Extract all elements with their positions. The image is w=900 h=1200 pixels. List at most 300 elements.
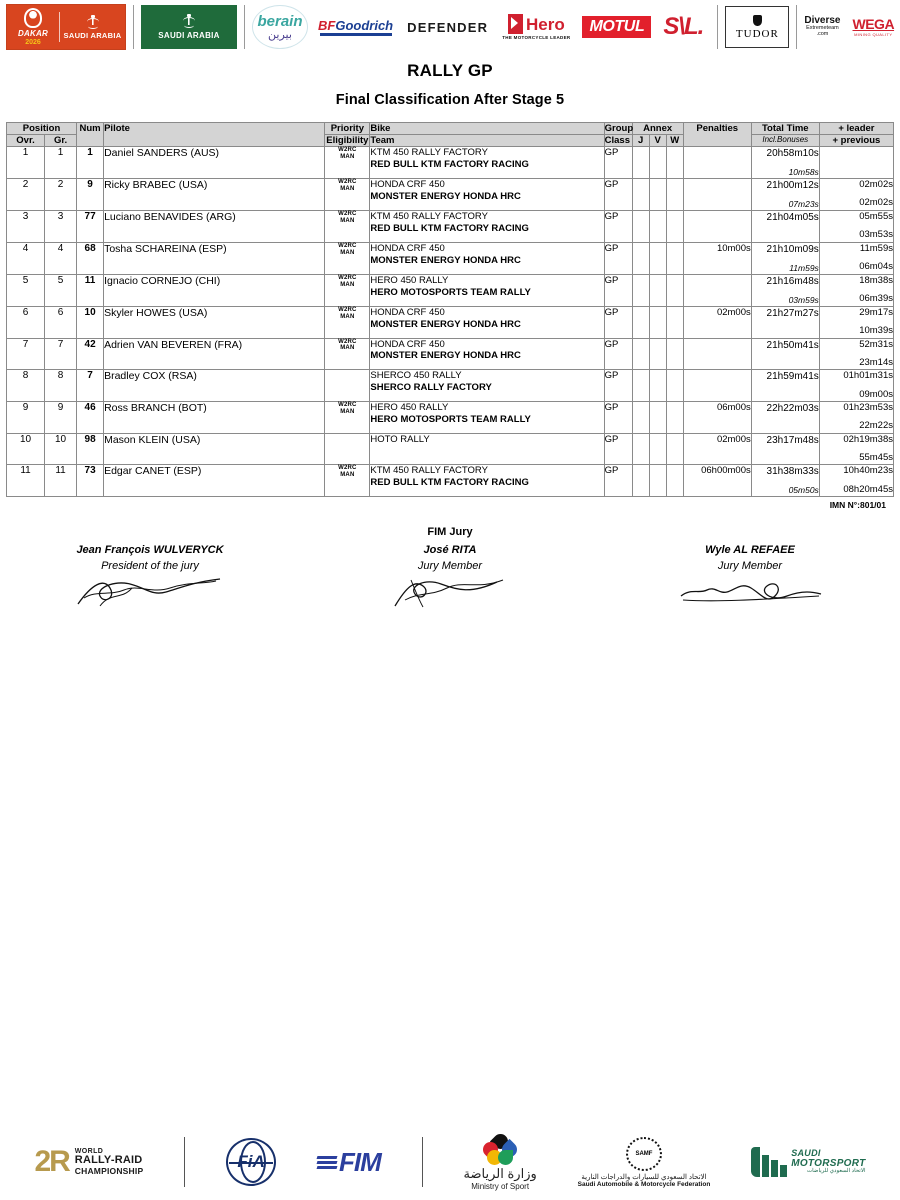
- cell-num: 7: [77, 370, 104, 402]
- bonus-time-value: 10m58s: [788, 167, 819, 177]
- cell-num: 1: [77, 147, 104, 179]
- saudi-motorsport-logo: [751, 1147, 865, 1177]
- col-header-team: Team: [370, 135, 604, 147]
- header-divider: [796, 5, 797, 49]
- gap-leader-value: 05m55s: [859, 211, 893, 223]
- hero-mark-icon: [508, 14, 523, 34]
- cell-group-class: GP: [604, 274, 632, 306]
- bike-model: HONDA CRF 450: [370, 242, 445, 254]
- cell-gaps: [819, 370, 893, 402]
- cell-annex-v: [649, 274, 666, 306]
- priority-label: W2RC: [338, 147, 357, 153]
- gap-leader-value: 02m02s: [859, 179, 893, 191]
- page-title: RALLY GP: [407, 61, 493, 80]
- cell-num: 46: [77, 401, 104, 433]
- berain-latin-label: berain: [257, 12, 303, 30]
- gap-leader-value: 02h19m38s: [843, 433, 893, 445]
- bike-model: HONDA CRF 450: [370, 306, 445, 318]
- total-time-value: 23h17m48s: [766, 434, 819, 446]
- cell-priority-eligibility: [325, 401, 370, 433]
- gap-leader-value: 10h40m23s: [843, 465, 893, 477]
- cell-gaps: [819, 242, 893, 274]
- wega-wordmark: WEGA: [852, 16, 895, 32]
- cell-bike-team: [370, 242, 604, 274]
- table-row[interactable]: [7, 401, 894, 433]
- cell-gaps: [819, 433, 893, 465]
- cell-total-time: [751, 147, 819, 179]
- jury-member-1: [0, 544, 300, 608]
- bonus-time-value: 11m59s: [789, 262, 819, 273]
- cell-penalties: 02m00s: [683, 433, 751, 465]
- signature-2: [300, 574, 600, 608]
- defender-logo: DEFENDER: [407, 19, 489, 35]
- bfgoodrich-bf: BF: [318, 17, 336, 33]
- cell-annex-w: [666, 242, 683, 274]
- cell-gr: 8: [45, 370, 77, 402]
- diverse-line-1: Diverse: [804, 14, 841, 26]
- col-header-eligibility: Eligibility: [326, 135, 369, 146]
- gap-previous-value: 03m53s: [859, 229, 893, 241]
- cell-total-time: [751, 306, 819, 338]
- signature-icon: [675, 574, 825, 608]
- gap-previous-value: 06m39s: [859, 293, 893, 305]
- cell-annex-w: [666, 211, 683, 243]
- bfgoodrich-goodrich: Goodrich: [335, 17, 394, 33]
- eligibility-label: MAN: [340, 408, 355, 415]
- cell-gr: 5: [45, 274, 77, 306]
- cell-annex-w: [666, 274, 683, 306]
- tudor-wordmark: TUDOR: [735, 27, 779, 40]
- bike-model: KTM 450 RALLY FACTORY: [370, 211, 488, 223]
- cell-num: 11: [77, 274, 104, 306]
- bike-model: HONDA CRF 450: [370, 338, 445, 350]
- jury-title: FIM Jury: [427, 526, 473, 539]
- hero-logo: [502, 14, 570, 40]
- saudi-arabia-logo: [141, 5, 237, 49]
- cell-gaps: [819, 147, 893, 179]
- cell-total-time: [751, 338, 819, 370]
- cell-group-class: GP: [604, 147, 632, 179]
- cell-annex-j: [632, 147, 649, 179]
- diverse-line-2: Extremeteam: [806, 25, 839, 32]
- cell-gr: 2: [45, 179, 77, 211]
- cell-priority-eligibility: [325, 465, 370, 497]
- header-divider: [717, 5, 718, 49]
- hero-wordmark: Hero: [525, 14, 565, 34]
- cell-bike-team: [370, 401, 604, 433]
- w2rc-mark: 2R: [34, 1145, 69, 1178]
- eligibility-label: MAN: [340, 472, 355, 479]
- jury-member-role: Jury Member: [717, 560, 783, 573]
- hero-row: [508, 14, 565, 34]
- cell-penalties: [683, 179, 751, 211]
- team-name: MONSTER ENERGY HONDA HRC: [370, 350, 521, 362]
- fim-logo: [317, 1147, 381, 1178]
- cell-group-class: GP: [604, 338, 632, 370]
- bonus-time-value: 03m59s: [788, 294, 819, 305]
- cell-annex-j: [632, 433, 649, 465]
- eligibility-label: MAN: [340, 313, 355, 320]
- sponsor-header-bar: [0, 0, 900, 52]
- cell-annex-w: [666, 433, 683, 465]
- gap-previous-value: 23m14s: [859, 356, 893, 368]
- cell-total-time: [751, 433, 819, 465]
- total-time-value: 21h04m05s: [766, 212, 819, 224]
- results-table-head: [7, 123, 894, 147]
- cell-annex-w: [666, 370, 683, 402]
- samf-emblem-icon: [626, 1137, 662, 1171]
- cell-gr: 9: [45, 401, 77, 433]
- cell-annex-v: [649, 306, 666, 338]
- cell-gr: 3: [45, 211, 77, 243]
- cell-ovr: 5: [7, 274, 45, 306]
- cell-annex-v: [649, 465, 666, 497]
- cell-penalties: 06h00m00s: [683, 465, 751, 497]
- flower-icon: [483, 1134, 517, 1164]
- cell-bike-team: [370, 465, 604, 497]
- cell-penalties: 06m00s: [683, 401, 751, 433]
- cell-gr: 10: [45, 433, 77, 465]
- gap-leader-value: 29m17s: [859, 306, 893, 318]
- motul-wordmark: MOTUL: [589, 18, 645, 35]
- cell-num: 77: [77, 211, 104, 243]
- cell-gaps: [819, 401, 893, 433]
- cell-annex-j: [632, 338, 649, 370]
- signature-1: [0, 574, 300, 608]
- cell-ovr: 11: [7, 465, 45, 497]
- eligibility-label: MAN: [340, 345, 355, 352]
- cell-bike-team: [370, 274, 604, 306]
- table-row[interactable]: [7, 338, 894, 370]
- header-row-1: [7, 123, 894, 135]
- cell-pilote: Bradley COX (RSA): [104, 370, 325, 402]
- col-header-penalties: Penalties: [683, 123, 751, 147]
- cell-gaps: [819, 211, 893, 243]
- jury-member-role: Jury Member: [417, 560, 483, 573]
- signature-icon: [70, 574, 230, 608]
- priority-label: W2RC: [338, 179, 357, 186]
- cell-priority-eligibility: [325, 242, 370, 274]
- cell-priority-eligibility: [325, 338, 370, 370]
- cell-total-time: [751, 465, 819, 497]
- gap-leader-value: 18m38s: [859, 274, 893, 286]
- cell-priority-eligibility: [325, 147, 370, 179]
- tudor-logo: [725, 6, 789, 48]
- saudi-motorsport-line-1: SAUDI: [791, 1148, 821, 1159]
- saudi-motorsport-mark-icon: [751, 1147, 787, 1177]
- jury-section: [0, 526, 900, 616]
- eligibility-label: MAN: [340, 217, 355, 224]
- cell-ovr: 3: [7, 211, 45, 243]
- cell-num: 9: [77, 179, 104, 211]
- cell-total-time: [751, 242, 819, 274]
- cell-annex-j: [632, 370, 649, 402]
- gap-previous-value: 08h20m45s: [843, 483, 893, 495]
- cell-ovr: 8: [7, 370, 45, 402]
- col-header-incl-bonuses: Incl.Bonuses: [751, 135, 819, 147]
- col-header-group: Group: [604, 123, 634, 134]
- team-name: HERO MOTOSPORTS TEAM RALLY: [370, 286, 531, 298]
- col-header-class: Class: [604, 135, 632, 147]
- cell-annex-j: [632, 242, 649, 274]
- cell-gaps: [819, 274, 893, 306]
- eligibility-label: MAN: [340, 185, 355, 192]
- jury-member-name: Wyle AL REFAEE: [705, 544, 795, 557]
- priority-label: W2RC: [338, 211, 357, 218]
- fia-logo: [226, 1138, 276, 1186]
- globe-icon: [226, 1138, 276, 1186]
- team-name: RED BULL KTM FACTORY RACING: [370, 222, 529, 234]
- cell-annex-j: [632, 179, 649, 211]
- samf-arabic-label: الاتحاد السعودي للسيارات والدراجات النارية: [581, 1173, 707, 1181]
- header-divider: [133, 5, 134, 49]
- priority-label: W2RC: [338, 274, 357, 281]
- cell-group-class: GP: [604, 370, 632, 402]
- bike-model: HOTO RALLY: [370, 433, 430, 445]
- cell-ovr: 4: [7, 242, 45, 274]
- gap-previous-value: 02m02s: [859, 197, 893, 209]
- cell-pilote: Ross BRANCH (BOT): [104, 401, 325, 433]
- saudi-arabia-label: SAUDI ARABIA: [158, 31, 220, 40]
- col-header-annex: Annex: [632, 123, 683, 135]
- cell-penalties: 02m00s: [683, 306, 751, 338]
- cell-group-class: GP: [604, 211, 632, 243]
- footer-logo-bar: [0, 1132, 900, 1192]
- cell-group-class: GP: [604, 242, 632, 274]
- cell-annex-w: [666, 147, 683, 179]
- gap-previous-value: 09m00s: [859, 388, 893, 400]
- table-row[interactable]: [7, 370, 894, 402]
- jury-member-2: [300, 544, 600, 608]
- dakar-mark: [7, 8, 59, 46]
- dakar-wordmark: DAKAR: [18, 29, 48, 38]
- cell-annex-v: [649, 242, 666, 274]
- cell-num: 68: [77, 242, 104, 274]
- cell-num: 98: [77, 433, 104, 465]
- jury-member-name: José RITA: [423, 544, 477, 557]
- cell-penalties: 10m00s: [683, 242, 751, 274]
- jury-member-name: Jean François WULVERYCK: [76, 544, 224, 557]
- results-table-wrap: [6, 122, 894, 510]
- cell-total-time: [751, 370, 819, 402]
- table-row[interactable]: [7, 147, 894, 179]
- cell-pilote: Daniel SANDERS (AUS): [104, 147, 325, 179]
- col-header-annex-w: W: [666, 135, 683, 147]
- cell-ovr: 10: [7, 433, 45, 465]
- col-header-annex-v: V: [649, 135, 666, 147]
- cell-total-time: [751, 274, 819, 306]
- eligibility-label: MAN: [340, 153, 355, 160]
- cell-annex-j: [632, 306, 649, 338]
- jury-member-3: [600, 544, 900, 608]
- cell-group-class: GP: [604, 465, 632, 497]
- cell-annex-j: [632, 211, 649, 243]
- cell-annex-j: [632, 465, 649, 497]
- cell-group-class: GP: [604, 433, 632, 465]
- table-row[interactable]: [7, 274, 894, 306]
- gap-previous-value: 06m04s: [859, 261, 893, 273]
- cell-total-time: [751, 179, 819, 211]
- team-name: RED BULL KTM FACTORY RACING: [370, 477, 529, 489]
- total-time-value: 20h58m10s: [766, 148, 819, 159]
- gap-leader-value: 52m31s: [859, 338, 893, 350]
- dakar-logo-group: [6, 4, 126, 50]
- signature-3: [600, 574, 900, 608]
- results-table-body: [7, 147, 894, 497]
- cell-priority-eligibility: [325, 433, 370, 465]
- cell-num: 73: [77, 465, 104, 497]
- cell-group-class: GP: [604, 306, 632, 338]
- palm-swords-icon: [182, 14, 196, 28]
- bike-model: KTM 450 RALLY FACTORY: [370, 147, 488, 158]
- dakar-country-mark: [60, 15, 125, 40]
- table-row[interactable]: [7, 179, 894, 211]
- cell-annex-w: [666, 306, 683, 338]
- cell-annex-w: [666, 465, 683, 497]
- col-header-priority: Priority: [325, 123, 370, 135]
- gap-leader-value: 01h23m53s: [843, 401, 893, 413]
- total-time-value: 21h16m48s: [766, 275, 819, 287]
- total-time-value: 21h10m09s: [766, 243, 819, 255]
- cell-penalties: [683, 338, 751, 370]
- cell-bike-team: [370, 338, 604, 370]
- fia-wordmark: FiA: [237, 1152, 265, 1171]
- cell-annex-w: [666, 179, 683, 211]
- cell-ovr: 7: [7, 338, 45, 370]
- col-header-gap-leader: + leader: [819, 123, 893, 135]
- w2rc-logo: [34, 1147, 143, 1177]
- team-name: MONSTER ENERGY HONDA HRC: [370, 318, 521, 330]
- bfgoodrich-wordmark: [318, 19, 393, 32]
- total-time-value: 21h00m12s: [766, 180, 819, 192]
- col-header-pilote: Pilote: [104, 123, 325, 147]
- cell-penalties: [683, 370, 751, 402]
- saudi-motorsport-line-2: MOTORSPORT: [791, 1157, 866, 1169]
- palm-swords-icon: [86, 15, 100, 29]
- dakar-saudi-arabia-logo: [6, 4, 126, 50]
- priority-label: W2RC: [338, 465, 357, 472]
- w2rc-line-2: RALLY-RAID: [74, 1154, 143, 1167]
- cell-bike-team: [370, 147, 604, 179]
- bike-model: HERO 450 RALLY: [370, 401, 449, 413]
- cell-annex-v: [649, 433, 666, 465]
- gap-leader-value: 11m59s: [859, 242, 893, 254]
- bike-model: KTM 450 RALLY FACTORY: [370, 465, 488, 477]
- cell-gaps: [819, 465, 893, 497]
- col-header-ovr: Ovr.: [7, 135, 45, 147]
- cell-pilote: Skyler HOWES (USA): [104, 306, 325, 338]
- saudi-motorsport-wordmark: [791, 1149, 865, 1175]
- jury-member-role: President of the jury: [101, 560, 199, 573]
- w2rc-line-3: CHAMPIONSHIP: [74, 1166, 144, 1177]
- footer-divider: [422, 1137, 423, 1187]
- cell-annex-v: [649, 211, 666, 243]
- cell-annex-w: [666, 338, 683, 370]
- col-header-bike: Bike: [370, 123, 604, 135]
- priority-label: W2RC: [338, 306, 357, 313]
- cell-pilote: Tosha SCHAREINA (ESP): [104, 242, 325, 274]
- cell-ovr: 9: [7, 401, 45, 433]
- cell-annex-w: [666, 401, 683, 433]
- bike-model: HERO 450 RALLY: [370, 274, 449, 286]
- bfgoodrich-logo: [318, 19, 393, 36]
- total-time-value: 21h50m41s: [766, 339, 819, 351]
- team-name: SHERCO RALLY FACTORY: [370, 382, 492, 394]
- col-header-num: Num: [77, 123, 104, 147]
- cell-priority-eligibility: [325, 370, 370, 402]
- cell-total-time: [751, 211, 819, 243]
- cell-gr: 4: [45, 242, 77, 274]
- diverse-logo: [804, 16, 840, 38]
- total-time-value: 21h59m41s: [766, 371, 819, 383]
- eligibility-label: MAN: [340, 281, 355, 288]
- cell-penalties: [683, 147, 751, 179]
- bonus-time-value: 07m23s: [788, 199, 819, 210]
- fim-wordmark: FIM: [339, 1146, 381, 1177]
- cell-bike-team: [370, 211, 604, 243]
- cell-gr: 1: [45, 147, 77, 179]
- cell-priority-eligibility: [325, 306, 370, 338]
- table-row[interactable]: [7, 242, 894, 274]
- gap-leader-value: 01h01m31s: [843, 370, 893, 382]
- cell-ovr: 1: [7, 147, 45, 179]
- samf-mark: SAMF: [635, 1150, 653, 1157]
- priority-label: W2RC: [338, 242, 357, 249]
- dakar-country-label: SAUDI ARABIA: [63, 30, 122, 40]
- hero-tagline: THE MOTORCYCLE LEADER: [502, 35, 571, 40]
- col-header-position: Position: [7, 123, 77, 135]
- total-time-value: 21h27m27s: [766, 307, 819, 319]
- total-time-value: 22h22m03s: [766, 402, 819, 414]
- col-header-gap-previous: + previous: [819, 135, 893, 147]
- table-row[interactable]: [7, 433, 894, 465]
- priority-label: W2RC: [338, 401, 357, 408]
- cell-gr: 7: [45, 338, 77, 370]
- w2rc-wordmark: [75, 1148, 144, 1177]
- cell-group-class: GP: [604, 401, 632, 433]
- shield-icon: [753, 15, 762, 26]
- cell-bike-team: [370, 306, 604, 338]
- page-subtitle: Final Classification After Stage 5: [335, 92, 565, 108]
- bonus-time-value: 05m50s: [788, 485, 819, 496]
- team-name: HERO MOTOSPORTS TEAM RALLY: [370, 413, 531, 425]
- cell-bike-team: [370, 370, 604, 402]
- team-name: MONSTER ENERGY HONDA HRC: [370, 190, 521, 202]
- ministry-english-label: Ministry of Sport: [471, 1181, 530, 1191]
- cell-group-class: GP: [604, 179, 632, 211]
- samf-logo: [578, 1137, 711, 1188]
- results-table: [6, 122, 894, 497]
- cell-pilote: Luciano BENAVIDES (ARG): [104, 211, 325, 243]
- cell-ovr: 6: [7, 306, 45, 338]
- cell-pilote: Mason KLEIN (USA): [104, 433, 325, 465]
- bike-model: SHERCO 450 RALLY: [370, 370, 462, 382]
- col-header-total-time: Total Time: [751, 123, 819, 135]
- cell-pilote: Ricky BRABEC (USA): [104, 179, 325, 211]
- motul-logo: [582, 16, 651, 38]
- cell-num: 42: [77, 338, 104, 370]
- cell-num: 10: [77, 306, 104, 338]
- ministry-of-sport-logo: [464, 1134, 537, 1191]
- header-divider: [244, 5, 245, 49]
- saudi-motorsport-line-3: الاتحاد السعودي للرياضات: [806, 1168, 866, 1175]
- table-row[interactable]: [7, 306, 894, 338]
- jury-columns: [0, 544, 900, 608]
- team-name: MONSTER ENERGY HONDA HRC: [370, 254, 521, 266]
- team-name: RED BULL KTM FACTORY RACING: [370, 158, 529, 170]
- table-row[interactable]: [7, 465, 894, 497]
- table-row[interactable]: [7, 211, 894, 243]
